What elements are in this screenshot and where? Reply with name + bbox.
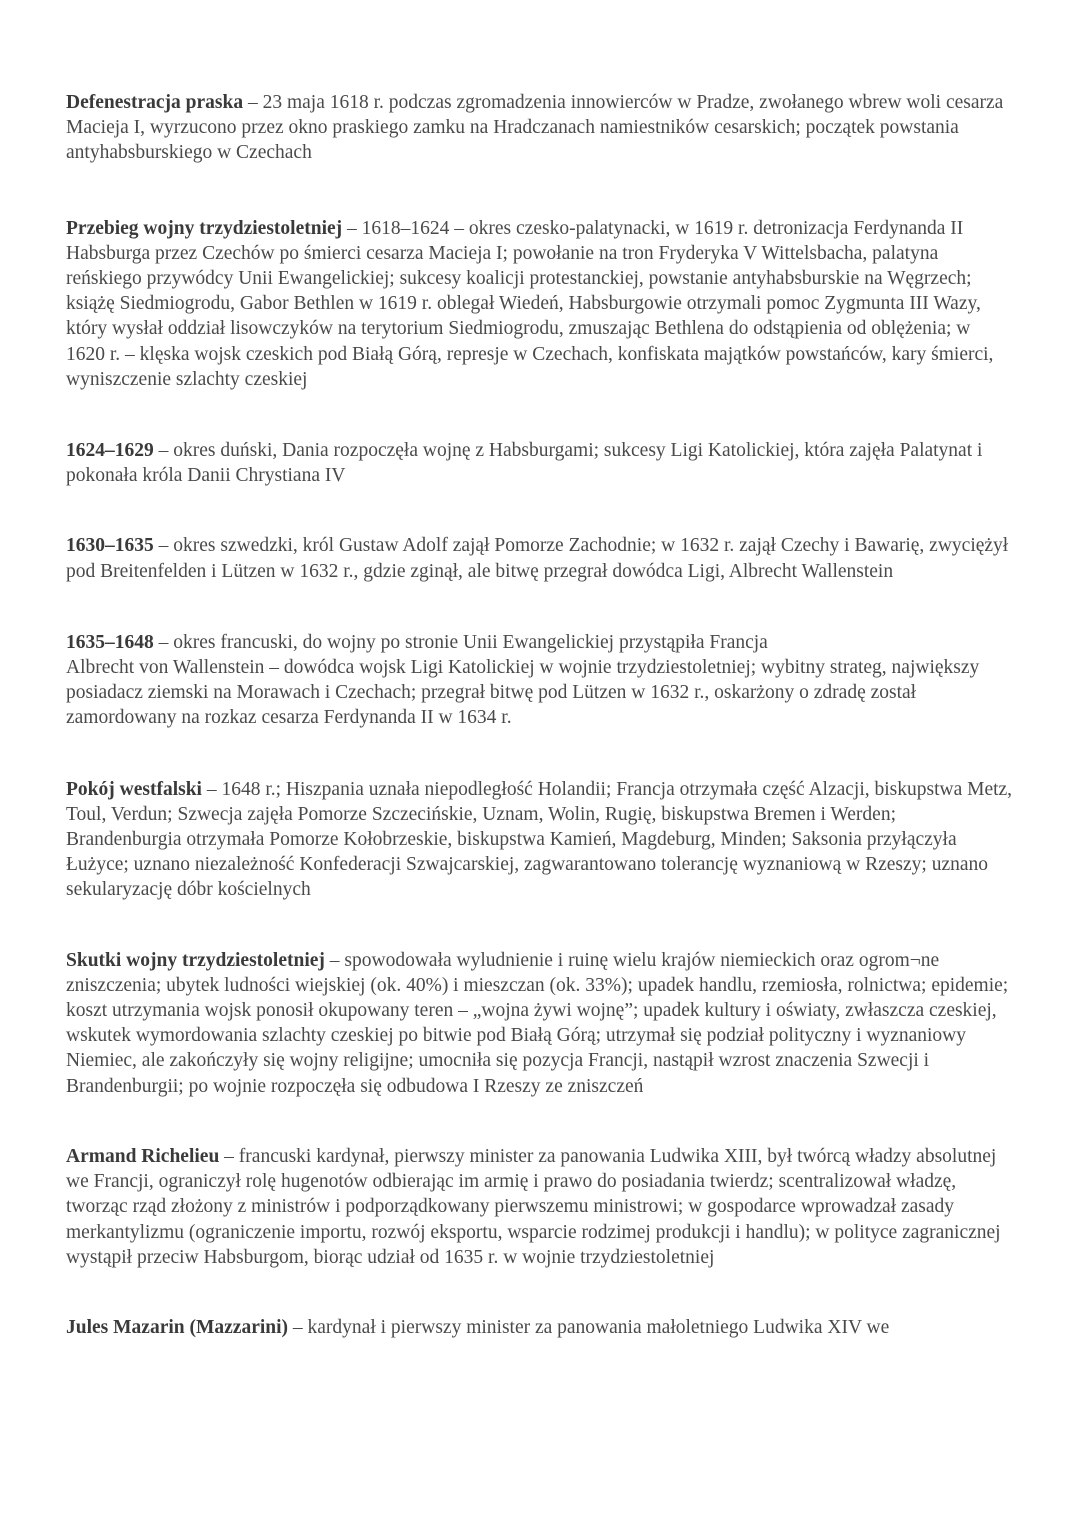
entry-text: – okres duński, Dania rozpoczęła wojnę z Habsburgami; sukcesy Ligi Katolickiej, która zajęła Palatynat i pokonała króla Danii Chrystiana IV (66, 440, 983, 487)
entry-okres-francuski (66, 630, 1014, 731)
entry-text: – kardynał i pierwszy minister za panowania małoletniego Ludwika XIV we (288, 1316, 890, 1338)
entry-term: Pokój westfalski (66, 778, 202, 800)
entry-defenestracja (66, 90, 1014, 166)
entry-term: 1624–1629 (66, 440, 154, 462)
entry-richelieu (66, 1144, 1014, 1270)
entry-okres-szwedzki (66, 533, 1014, 583)
entry-term: Armand Richelieu (66, 1145, 220, 1167)
entry-okres-dunski (66, 438, 1014, 488)
entry-term: Przebieg wojny trzydziestoletniej (66, 217, 343, 239)
entry-text: – 23 maja 1618 r. podczas zgromadzenia innowierców w Pradze, zwołanego wbrew woli cesarza Macieja I, wyrzucono przez okno praskiego zamku na Hradczanach namiestników cesarskich; początek powstania antyhabsburskiego w Czechach (66, 92, 1004, 164)
entry-pokoj-westfalski (66, 777, 1014, 903)
entry-mazarin (66, 1315, 1014, 1340)
entry-term: Defenestracja praska (66, 92, 244, 113)
entry-text: – 1618–1624 – okres czesko-palatynacki, w 1619 r. detronizacja Ferdynanda II Habsburga przez Czechów po śmierci cesarza Macieja I; powołanie na tron Fryderyka V Wittelsbacha, palatyna reńskiego przywódcy Unii Ewangelickiej; sukcesy koalicji protestanckiej, powstanie antyhabsburskie na Węgrzech; książę Siedmiogrodu, Gabor Bethlen w 1619 r. oblegał Wiedeń, Habsburgowie otrzymali pomoc Zygmunta III Wazy, który wysłał oddział lisowczyków na terytorium Siedmiogrodu, zmuszając Bethlena do odstąpienia od oblężenia; w 1620 r. – klęska wojsk czeskich pod Białą Górą, represje w Czechach, konfiskata majątków powstańców, kary śmierci, wyniszczenie szlachty czeskiej (66, 217, 994, 390)
entry-text: – spowodowała wyludnienie i ruinę wielu krajów niemieckich oraz ogrom¬ne zniszczenia; ubytek ludności wiejskiej (ok. 40%) i mieszczan (ok. 33%); upadek handlu, rzemiosła, rolnictwa; epidemie; koszt utrzymania wojsk ponosił okupowany teren – „wojna żywi wojnę”; upadek kultury i oświaty, zwłaszcza czeskiej, wskutek wymordowania szlachty czeskiej po bitwie pod Białą Górą; utrzymał się podział polityczny i wyznaniowy Niemiec, ale zakończyły się wojny religijne; umocniła się pozycja Francji, nastąpił wzrost znaczenia Szwecji i Brandenburgii; po wojnie rozpoczęła się odbudowa I Rzeszy ze zniszczeń (66, 949, 1009, 1097)
entry-term: 1635–1648 (66, 631, 154, 653)
entry-przebieg-wojny (66, 216, 1014, 392)
entry-term: 1630–1635 (66, 535, 154, 557)
entry-continuation-wallenstein: Albrecht von Wallenstein – dowódca wojsk Ligi Katolickiej w wojnie trzydziestoletniej; wybitny strateg, największy posiadacz ziemski na Morawach i Czechach; przegrał bitwę pod Lützen w 1632 r., oskarżony o zdradę został zamordowany na rozkaz cesarza Ferdynanda II w 1634 r. (66, 657, 980, 729)
entry-text: – okres francuski, do wojny po stronie Unii Ewangelickiej przystąpiła Francja (153, 631, 768, 653)
entry-term: Skutki wojny trzydziestoletniej (66, 949, 325, 971)
entry-skutki-wojny (66, 948, 1014, 1099)
entry-term: Jules Mazarin (Mazzarini) (66, 1316, 289, 1338)
document-page (66, 90, 1014, 1340)
entry-text: – francuski kardynał, pierwszy minister za panowania Ludwika XIII, był twórcą władzy absolutnej we Francji, ograniczył rolę hugenotów odbierając im armię i prawo do posiadania twierdz; scentralizował władzę, tworząc rząd złożony z ministrów i podporządkowany pierwszemu ministrowi; w gospodarce wprowadzał zasady merkantylizmu (ograniczenie importu, rozwój eksportu, wsparcie rodzimej produkcji i handlu); w polityce zagranicznej wystąpił przeciw Habsburgom, biorąc udział od 1635 r. w wojnie trzydziestoletniej (66, 1145, 1001, 1268)
entry-text: – okres szwedzki, król Gustaw Adolf zajął Pomorze Zachodnie; w 1632 r. zajął Czechy i Bawarię, zwyciężył pod Breitenfelden i Lützen w 1632 r., gdzie zginął, ale bitwę przegrał dowódca Ligi, Albrecht Wallenstein (66, 535, 1009, 582)
entry-text: – 1648 r.; Hiszpania uznała niepodległość Holandii; Francja otrzymała część Alzacji, biskupstwa Metz, Toul, Verdun; Szwecja zajęła Pomorze Szczecińskie, Uznam, Wolin, Rugię, biskupstwa Bremen i Werden; Brandenburgia otrzymała Pomorze Kołobrzeskie, biskupstwa Kamień, Magdeburg, Minden; Saksonia przyłączyła Łużyce; uznano niezależność Konfederacji Szwajcarskiej, zagwarantowano tolerancję wyznaniową w Rzeszy; uznano sekularyzację dóbr kościelnych (66, 778, 1013, 901)
